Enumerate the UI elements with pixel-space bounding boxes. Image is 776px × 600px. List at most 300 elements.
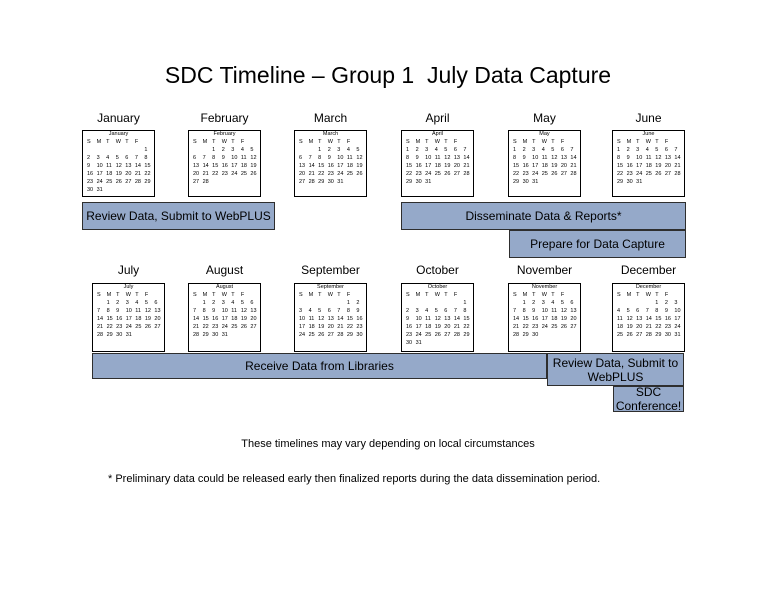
calendar-day: 23 [406,332,413,338]
calendar-day: 13 [560,155,567,161]
month-label-april: April [425,111,450,125]
weekday-header: F [240,292,245,298]
phase-prepare: Prepare for Data Capture [509,230,686,258]
calendar-day: 13 [453,155,460,161]
calendar-day: 9 [664,308,668,314]
calendar-day: 2 [221,147,225,153]
calendar-day [133,146,143,154]
calendar-day: 11 [645,155,652,161]
calendar-day: 29 [202,332,209,338]
weekday-header: S [97,292,101,298]
calendar-day: 15 [617,163,624,169]
calendar-day: 26 [444,171,451,177]
weekday-header: W [541,139,547,145]
weekday-header: T [135,292,139,298]
calendar-day [316,299,326,307]
calendar-day: 15 [202,316,209,322]
calendar-day: 20 [193,171,200,177]
calendar-day [297,299,307,307]
month-label-january: January [97,111,140,125]
calendar-day: 18 [346,163,353,169]
calendar-day: 17 [125,316,132,322]
calendar-day: 25 [425,332,432,338]
calendar-day: 22 [617,171,624,177]
calendar-day: 30 [664,332,671,338]
calendar-day: 8 [406,155,410,161]
calendar-day: 14 [570,155,577,161]
weekday-header [152,291,162,299]
weekday-header: T [106,139,110,145]
calendar-day: 20 [444,324,451,330]
calendar-day: 21 [674,163,681,169]
calendar-day: 24 [337,171,344,177]
calendar-day: 2 [532,300,536,306]
weekday-header: W [645,292,651,298]
calendar-day [297,146,307,154]
calendar-day: 15 [522,316,529,322]
weekday-header: W [434,292,440,298]
calendar-day: 14 [202,163,209,169]
calendar-day: 30 [532,332,539,338]
calendar-day: 29 [513,179,520,185]
weekday-header: M [308,292,314,298]
weekday-header [142,138,152,146]
calendar-day: 23 [327,171,334,177]
calendar-day: 17 [415,324,422,330]
calendar-day: 9 [327,155,331,161]
calendar-day: 13 [636,316,643,322]
calendar-day: 30 [522,179,529,185]
weekday-header: S [299,139,303,145]
weekday-header: T [318,139,322,145]
calendar-day: 2 [406,308,410,314]
weekday-header: T [425,292,429,298]
calendar-day: 21 [463,163,470,169]
calendar-day: 19 [626,324,633,330]
calendar-day: 9 [522,155,526,161]
calendar-day: 14 [308,163,315,169]
calendar-day: 18 [106,171,113,177]
calendar-day [95,146,105,154]
calendar-day: 28 [193,332,200,338]
calendar-day [615,299,625,307]
calendar-day: 14 [645,316,652,322]
calendar-day: 3 [125,300,129,306]
month-label-october: October [416,263,459,277]
calendar-day [452,299,462,307]
calendar-day: 6 [664,147,668,153]
calendar-day: 26 [560,324,567,330]
calendar-day: 26 [655,171,662,177]
weekday-header [354,291,364,299]
phase-disseminate: Disseminate Data & Reports* [401,202,686,230]
weekday-header: F [560,139,565,145]
timeline-variation-note: These timelines may vary depending on local circumstances [241,438,535,450]
calendar-day: 10 [231,155,238,161]
calendar-day: 5 [626,308,630,314]
weekday-header: T [551,292,555,298]
calendar-day: 21 [134,171,141,177]
calendar-day: 27 [154,324,161,330]
calendar-day: 24 [96,179,103,185]
calendar-day: 8 [318,155,322,161]
calendar-day: 28 [463,171,470,177]
calendar-day: 27 [327,332,334,338]
mini-calendar-title: August [215,284,234,290]
calendar-day: 2 [415,147,419,153]
weekday-header: T [231,139,235,145]
weekday-header: T [444,139,448,145]
calendar-day: 20 [636,324,643,330]
calendar-day: 17 [299,324,306,330]
calendar-day: 16 [415,163,422,169]
calendar-day: 25 [551,324,558,330]
weekday-header: F [346,139,351,145]
calendar-day: 7 [453,308,457,314]
weekday-header: T [212,292,216,298]
calendar-day: 10 [674,308,681,314]
calendar-day: 6 [636,308,640,314]
calendar-day: 6 [193,155,197,161]
calendar-day: 23 [212,324,219,330]
calendar-day: 11 [231,308,237,314]
calendar-day: 21 [337,324,344,330]
calendar-day: 28 [674,171,681,177]
calendar-day: 28 [308,179,315,185]
calendar-day: 27 [193,179,200,185]
calendar-day: 18 [240,163,247,169]
calendar-day: 14 [453,316,460,322]
calendar-day: 26 [240,324,247,330]
calendar-day: 14 [97,316,104,322]
calendar-day: 3 [337,147,341,153]
calendar-day: 30 [116,332,123,338]
calendar-day: 11 [551,308,557,314]
calendar-day: 14 [463,155,470,161]
calendar-day: 9 [415,155,419,161]
mini-calendar-april [401,130,474,197]
calendar-day: 25 [617,332,624,338]
weekday-header: T [532,292,536,298]
calendar-day [95,299,105,307]
weekday-header: W [221,292,227,298]
mini-calendar-days [83,138,154,194]
calendar-day: 12 [356,155,363,161]
calendar-day: 15 [106,316,113,322]
calendar-day: 6 [570,300,574,306]
calendar-day: 23 [87,179,94,185]
calendar-day [307,299,317,307]
calendar-day: 30 [87,187,94,193]
page-title: SDC Timeline – Group 1 July Data Capture [164,62,612,88]
calendar-day: 26 [115,179,122,185]
calendar-day: 23 [532,324,539,330]
calendar-day: 22 [346,324,353,330]
calendar-day: 13 [250,308,257,314]
calendar-day: 29 [406,179,413,185]
calendar-day: 22 [144,171,151,177]
calendar-day: 22 [202,324,209,330]
calendar-day: 19 [655,163,662,169]
calendar-day: 3 [299,308,303,314]
calendar-day: 1 [318,147,322,153]
calendar-day: 6 [299,155,303,161]
month-label-december: December [620,263,677,277]
calendar-day: 7 [674,147,678,153]
calendar-day: 6 [444,308,448,314]
weekday-header: W [221,139,227,145]
calendar-day: 16 [212,316,219,322]
weekday-header [672,138,682,146]
weekday-header: M [96,139,102,145]
calendar-day [123,146,133,154]
mini-calendar-days [189,138,260,186]
calendar-day: 5 [115,155,119,161]
calendar-day: 25 [231,324,238,330]
calendar-day: 12 [144,308,151,314]
calendar-day [644,299,654,307]
calendar-day: 19 [560,316,567,322]
calendar-day: 19 [115,171,122,177]
calendar-day: 21 [645,324,652,330]
calendar-day: 10 [636,155,643,161]
calendar-day: 1 [463,300,467,306]
calendar-day: 16 [522,163,529,169]
calendar-day: 18 [617,324,624,330]
calendar-day: 3 [221,300,225,306]
phase-sdc-conference: SDC Conference! [613,386,684,412]
calendar-day: 31 [221,332,228,338]
month-label-may: May [533,111,556,125]
weekday-header: T [337,139,341,145]
calendar-day: 4 [551,300,555,306]
calendar-day: 4 [346,147,350,153]
calendar-day: 6 [250,300,254,306]
calendar-day: 9 [221,155,225,161]
calendar-day: 2 [327,147,331,153]
calendar-day: 5 [250,147,254,153]
calendar-day: 20 [664,163,671,169]
calendar-day: 23 [356,324,363,330]
calendar-day: 14 [134,163,141,169]
calendar-day: 1 [212,147,216,153]
weekday-header [672,291,682,299]
calendar-day: 4 [425,308,429,314]
calendar-day: 21 [193,324,200,330]
calendar-day: 4 [434,147,438,153]
calendar-day: 29 [318,179,325,185]
calendar-day [634,299,644,307]
calendar-day: 24 [415,332,422,338]
weekday-header: T [318,292,322,298]
calendar-day: 23 [116,324,123,330]
calendar-day: 18 [645,163,652,169]
weekday-header: T [551,139,555,145]
calendar-day: 4 [541,147,545,153]
calendar-day: 28 [97,332,104,338]
calendar-day: 5 [655,147,659,153]
weekday-header: F [664,292,669,298]
calendar-day: 17 [674,316,681,322]
calendar-day: 9 [87,163,91,169]
calendar-day: 8 [346,308,350,314]
calendar-day: 16 [532,316,539,322]
calendar-day: 5 [551,147,555,153]
calendar-day: 21 [513,324,520,330]
calendar-day: 23 [626,171,633,177]
calendar-day: 4 [240,147,244,153]
calendar-day: 24 [532,171,539,177]
calendar-day [307,146,317,154]
mini-calendar-march [294,130,367,197]
mini-calendar-september [294,283,367,352]
mini-calendar-days [189,291,260,339]
calendar-day: 7 [463,147,467,153]
weekday-header: S [513,139,517,145]
calendar-day: 17 [337,163,344,169]
calendar-day: 24 [299,332,306,338]
calendar-day: 12 [655,155,662,161]
calendar-day: 30 [626,179,633,185]
mini-calendar-days [509,291,580,339]
calendar-day: 4 [645,147,649,153]
calendar-day: 18 [551,316,558,322]
calendar-day: 8 [212,155,216,161]
calendar-day: 13 [125,163,132,169]
calendar-day [442,299,452,307]
weekday-header: S [513,292,517,298]
weekday-header: T [116,292,120,298]
calendar-day: 25 [434,171,441,177]
calendar-day: 3 [532,147,536,153]
calendar-day: 20 [299,171,306,177]
calendar-day: 1 [106,300,110,306]
mini-calendar-title: October [427,284,448,290]
calendar-day: 11 [346,155,353,161]
calendar-day: 7 [193,308,197,314]
calendar-day: 25 [541,171,548,177]
calendar-day: 20 [570,316,577,322]
calendar-day: 15 [463,316,470,322]
weekday-header: M [202,139,208,145]
calendar-day: 15 [513,163,520,169]
calendar-day: 1 [655,300,659,306]
calendar-day: 5 [318,308,322,314]
calendar-day: 9 [212,308,216,314]
calendar-day: 14 [193,316,200,322]
calendar-day: 3 [425,147,429,153]
calendar-day: 2 [116,300,120,306]
calendar-day: 25 [135,324,142,330]
weekday-header: S [299,292,303,298]
calendar-day: 12 [444,155,451,161]
calendar-day: 22 [106,324,113,330]
calendar-day: 16 [356,316,363,322]
calendar-day: 13 [154,308,161,314]
calendar-day [191,299,201,307]
mini-calendar-june [612,130,685,197]
calendar-day: 31 [425,179,432,185]
weekday-header: F [664,139,669,145]
calendar-day: 10 [125,308,132,314]
calendar-day: 24 [636,171,643,177]
calendar-day: 29 [617,179,624,185]
calendar-day: 22 [463,324,470,330]
calendar-day: 17 [221,316,228,322]
calendar-day: 5 [144,300,148,306]
weekday-header: S [406,139,410,145]
calendar-day: 17 [425,163,432,169]
phase-receive-data: Receive Data from Libraries [92,353,547,379]
weekday-header: T [125,139,129,145]
calendar-day: 17 [231,163,238,169]
weekday-header [568,291,578,299]
calendar-day: 29 [346,332,353,338]
calendar-day: 23 [522,171,529,177]
calendar-day: 22 [406,171,413,177]
calendar-day: 3 [674,300,678,306]
calendar-day [404,299,414,307]
calendar-day: 18 [434,163,441,169]
calendar-day: 9 [626,155,630,161]
calendar-day: 8 [617,155,621,161]
calendar-day: 30 [415,179,422,185]
month-label-june: June [635,111,662,125]
calendar-day: 4 [617,308,621,314]
weekday-header: T [636,292,640,298]
calendar-day: 27 [664,171,671,177]
weekday-header: F [453,139,458,145]
calendar-day: 22 [318,171,325,177]
calendar-day: 25 [346,171,353,177]
calendar-day: 19 [250,163,257,169]
calendar-day: 7 [97,308,101,314]
mini-calendar-title: July [123,284,134,290]
calendar-day: 16 [87,171,94,177]
mini-calendar-title: June [642,131,655,137]
mini-calendar-days [402,291,473,347]
weekday-header: M [308,139,314,145]
weekday-header: W [125,292,131,298]
calendar-day: 26 [144,324,151,330]
calendar-day: 27 [250,324,257,330]
calendar-day: 22 [212,171,219,177]
calendar-day [104,146,114,154]
calendar-day: 2 [356,300,360,306]
calendar-day: 26 [250,171,257,177]
weekday-header: W [645,139,651,145]
calendar-day: 24 [125,324,132,330]
calendar-day: 27 [570,324,577,330]
calendar-day: 20 [250,316,257,322]
mini-calendar-november [508,283,581,352]
calendar-day: 10 [532,155,539,161]
calendar-day: 30 [356,332,363,338]
weekday-header: T [636,139,640,145]
mini-calendar-days [93,291,164,339]
weekday-header: M [415,292,421,298]
mini-calendar-days [402,138,473,186]
calendar-day: 12 [250,155,257,161]
mini-calendar-title: September [317,284,344,290]
weekday-header: T [444,292,448,298]
calendar-day: 10 [415,316,422,322]
calendar-day: 20 [560,163,567,169]
weekday-header: F [240,139,245,145]
month-label-march: March [313,111,348,125]
calendar-day: 6 [327,308,331,314]
calendar-day: 15 [655,316,662,322]
